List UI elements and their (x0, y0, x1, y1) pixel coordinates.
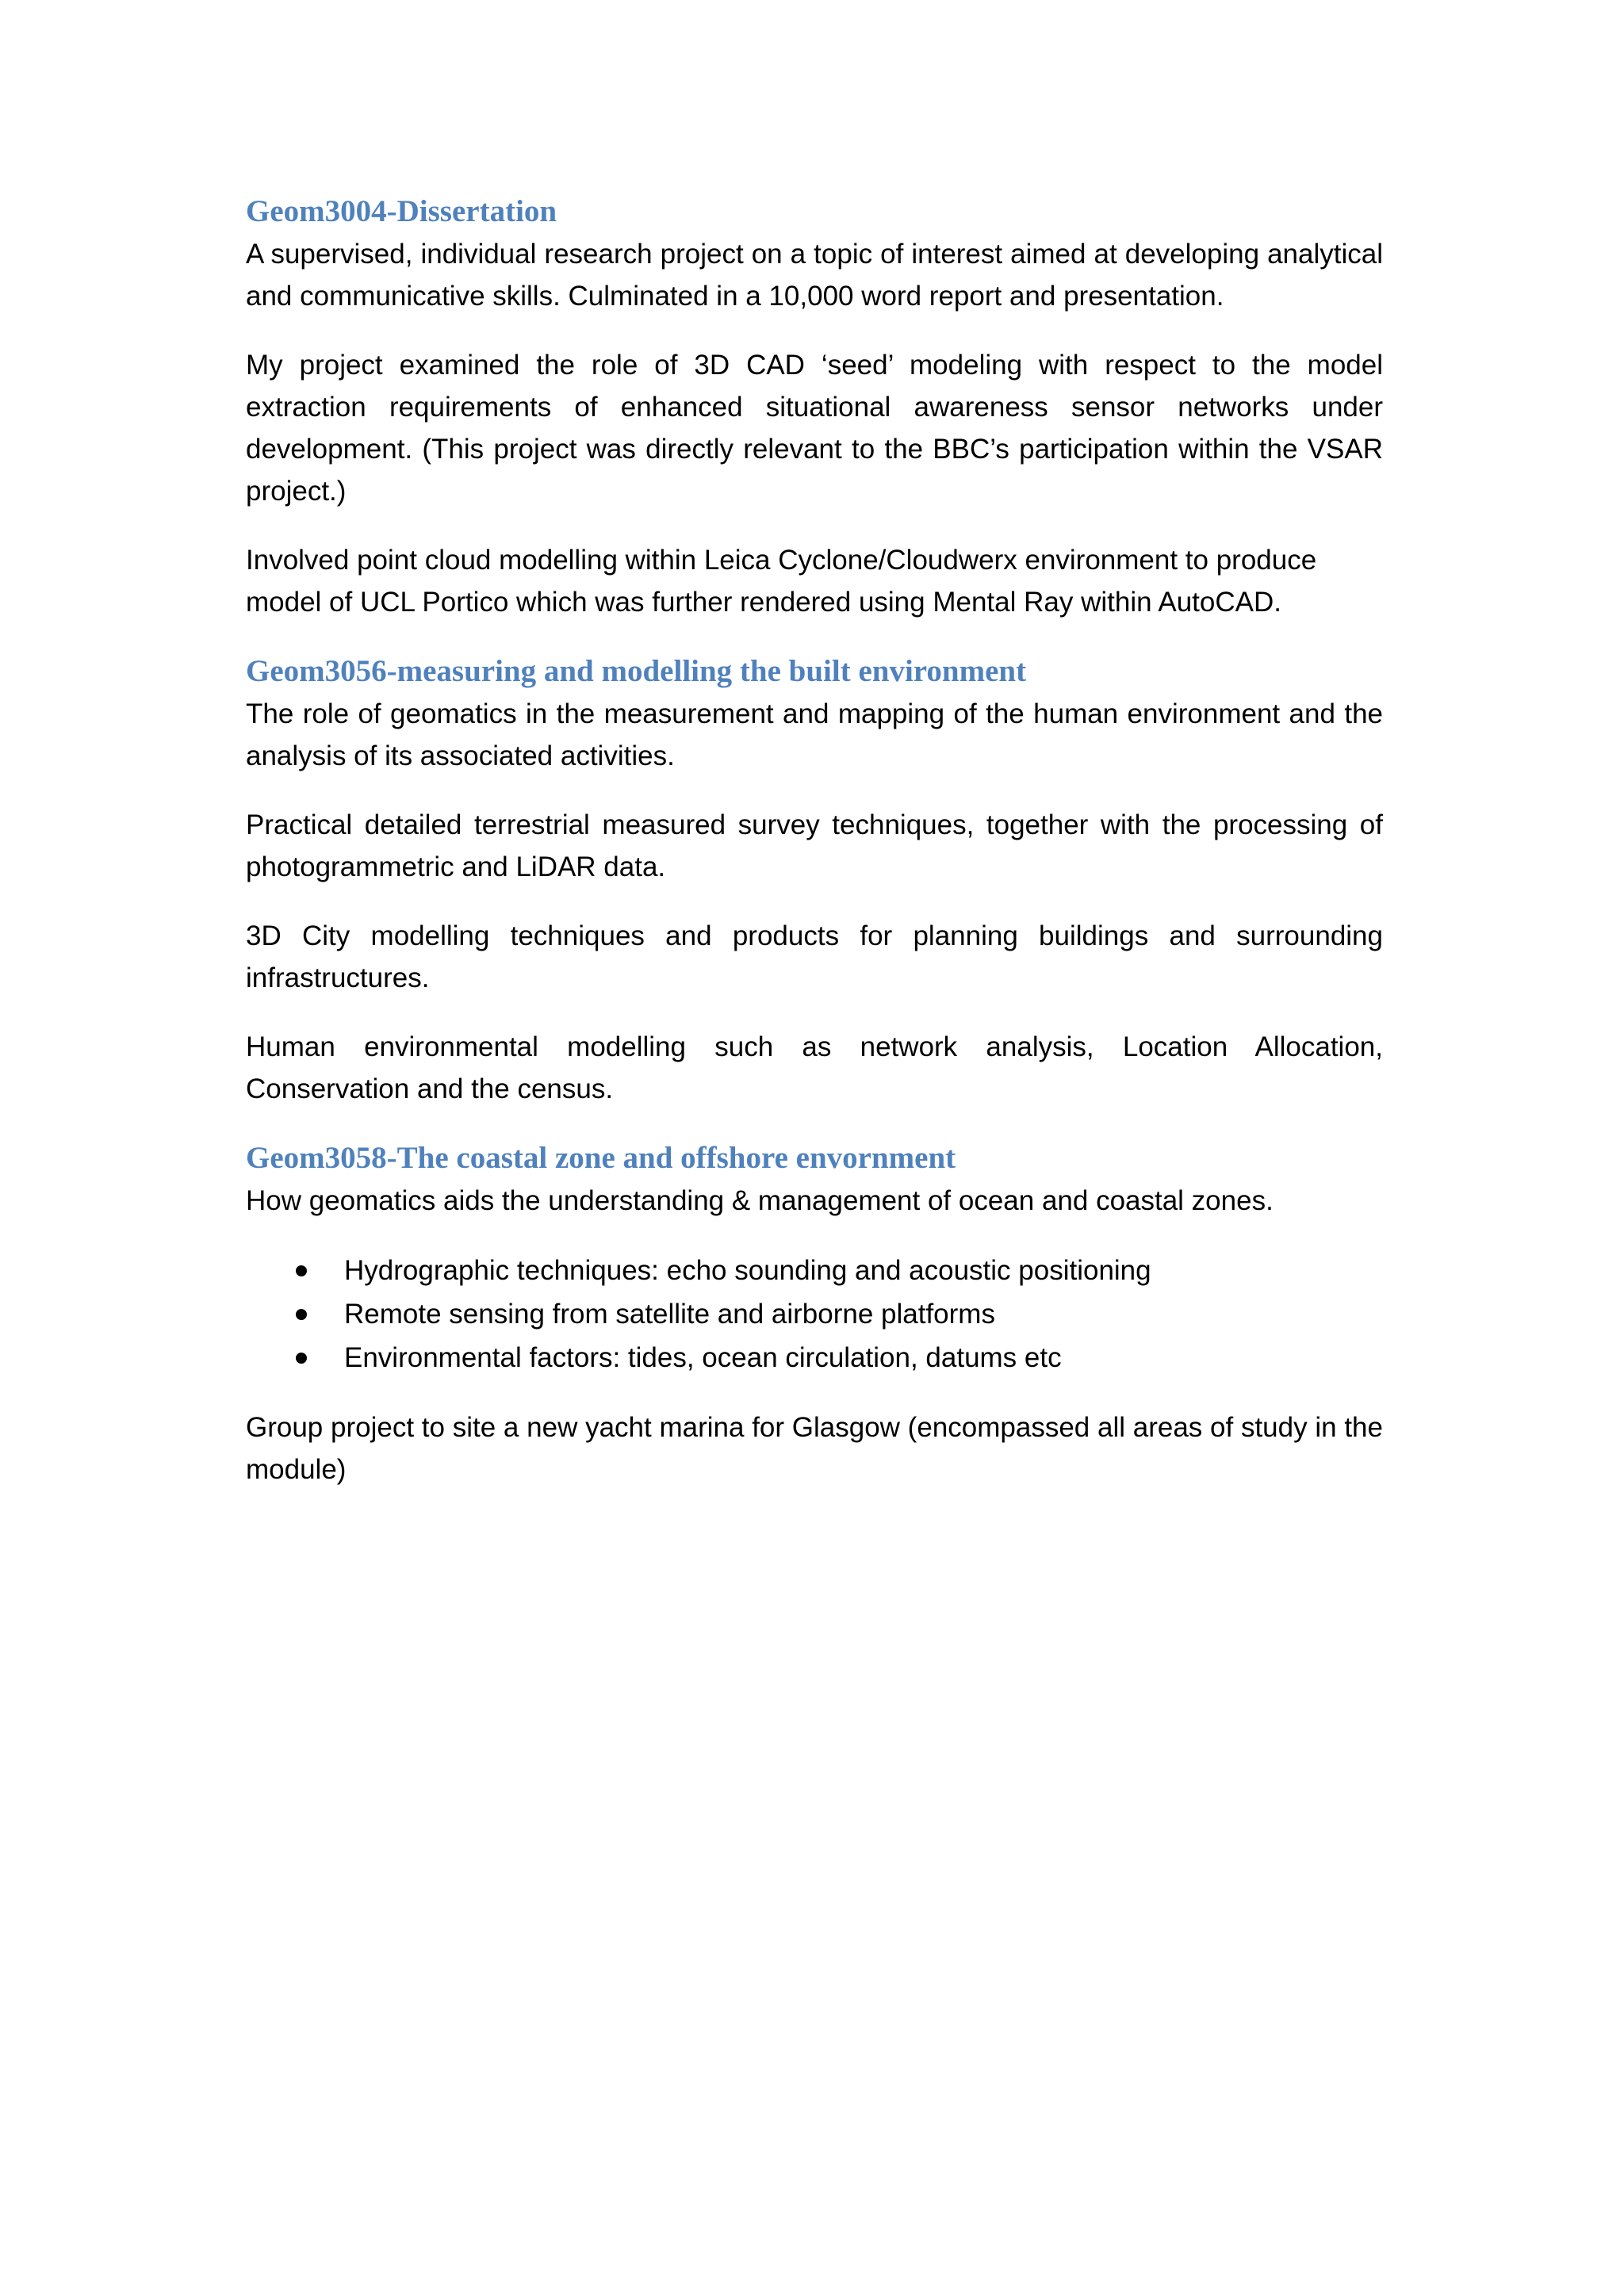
section-heading: Geom3004-Dissertation (246, 194, 557, 228)
list-item (246, 1249, 1383, 1292)
paragraph: The role of geomatics in the measurement and mapping of the human environment and the analysis of its associated activities. (246, 698, 1383, 771)
paragraph: A supervised, individual research project on a topic of interest aimed at developing analytical and communicative skills. Culminated in a 10,000 word report and presentation. (246, 239, 1383, 312)
paragraph: My project examined the role of 3D CAD ‘seed’ modeling with respect to the model extraction requirements of enhanced situational awareness sensor networks under development. (This project was directly relevant to the BBC’s participation within the VSAR project.) (246, 350, 1383, 507)
section-heading: Geom3058-The coastal zone and offshore envornment (246, 1141, 956, 1175)
paragraph: Practical detailed terrestrial measured survey techniques, together with the processing of photogrammetric and LiDAR data. (246, 809, 1383, 882)
bullet-icon (296, 1265, 307, 1276)
list-item (246, 1292, 1383, 1336)
list-item-text: Remote sensing from satellite and airborne platforms (344, 1299, 995, 1330)
bullet-icon (296, 1353, 307, 1364)
paragraph: How geomatics aids the understanding & management of ocean and coastal zones. (246, 1185, 1274, 1216)
paragraph: Group project to site a new yacht marina for Glasgow (encompassed all areas of study in the module) (246, 1412, 1383, 1485)
section-built-environment (246, 650, 1383, 1110)
bullet-icon (296, 1309, 307, 1320)
section-coastal-zone (246, 1137, 1383, 1490)
list-item (246, 1336, 1383, 1380)
list-item-text: Environmental factors: tides, ocean circulation, datums etc (344, 1342, 1062, 1373)
list-item-text: Hydrographic techniques: echo sounding and acoustic positioning (344, 1255, 1151, 1286)
document-page (246, 190, 1383, 1517)
section-dissertation (246, 190, 1383, 623)
paragraph: Human environmental modelling such as network analysis, Location Allocation, Conservation and the census. (246, 1031, 1383, 1104)
paragraph: Involved point cloud modelling within Leica Cyclone/Cloudwerx environment to produce model of UCL Portico which was further rendered using Mental Ray within AutoCAD. (246, 545, 1317, 618)
bullet-list (246, 1249, 1383, 1380)
paragraph: 3D City modelling techniques and products for planning buildings and surrounding infrastructures. (246, 920, 1383, 993)
section-heading: Geom3056-measuring and modelling the built environment (246, 654, 1027, 688)
